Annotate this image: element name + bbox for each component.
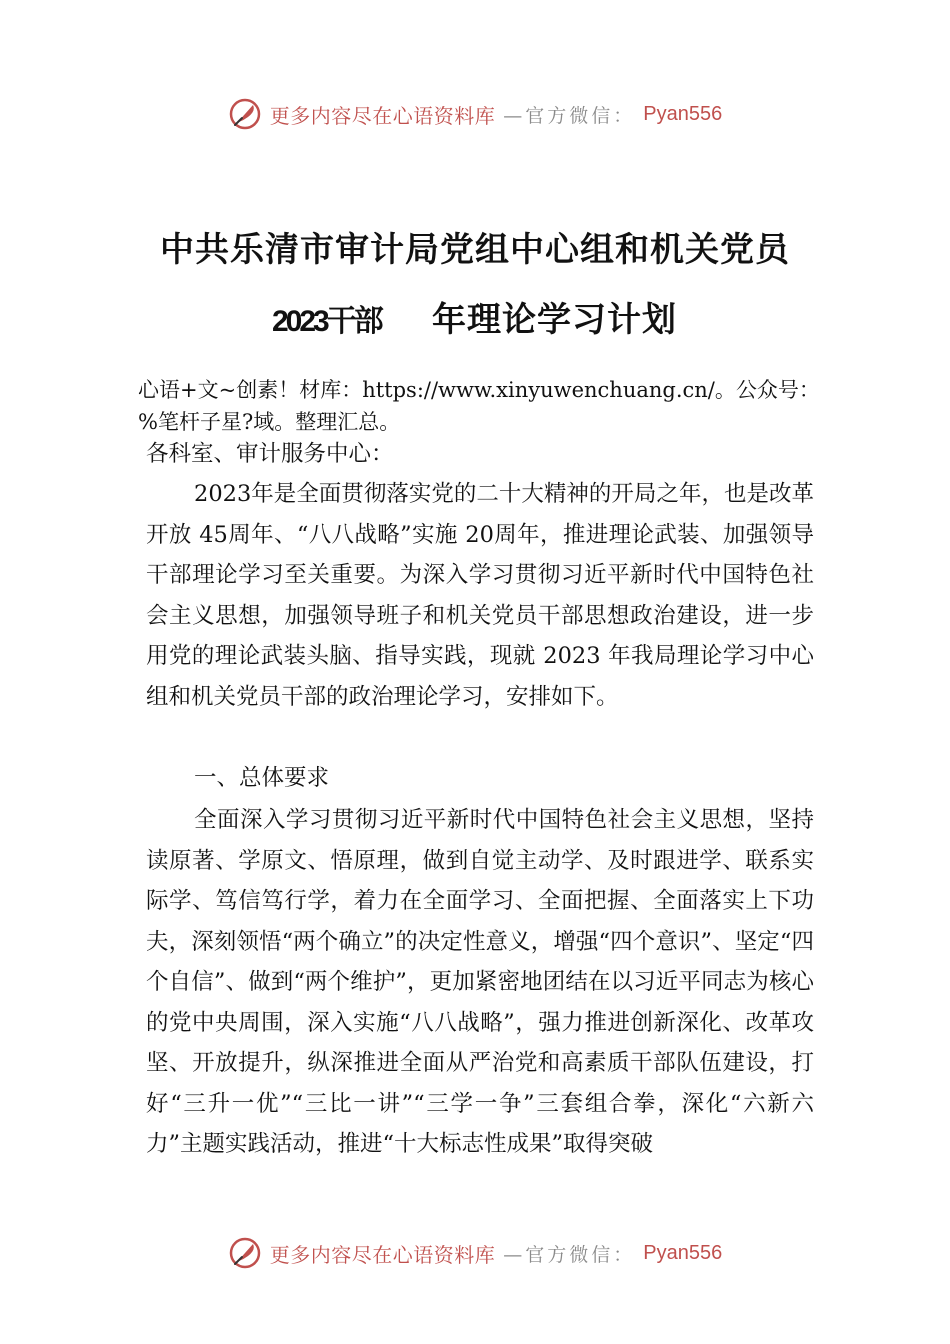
salutation: 各科室、审计服务中心： bbox=[146, 441, 394, 467]
watermark-footer bbox=[0, 1233, 950, 1273]
watermark-wechat-id: Pyan556 bbox=[643, 102, 723, 125]
paragraph-intro: 2023年是全面贯彻落实党的二十大精神的开局之年，也是改革开放 45周年、“八八战略”实施 20周年，推进理论武装、加强领导干部理论学习至关重要。为深入学习贯彻习近平新时代中国特色社会主义思想，加强领导班子和机关党员干部思想政治建设，进一步用党的理论武装头脑、指导实践，现就 2023 年我局理论学习中心组和机关党员干部的政治理论学习，安排如下。 bbox=[146, 481, 814, 710]
watermark-label: —官方微信： bbox=[503, 1243, 636, 1266]
watermark-wechat-id: Pyan556 bbox=[643, 1241, 723, 1264]
section-heading-overall-requirements: 一、总体要求 bbox=[194, 765, 330, 791]
paragraph-overall-requirements: 全面深入学习贯彻习近平新时代中国特色社会主义思想，坚持读原著、学原文、悟原理，做到自觉主动学、及时跟进学、联系实际学、笃信笃行学，着力在全面学习、全面把握、全面落实上下功夫，深刻领悟“两个确立”的决定性意义，增强“四个意识”、坚定“四个自信”、做到“两个维护”，更加紧密地团结在以习近平同志为核心的党中央周围，深入实施“八八战略”，强力推进创新深化、改革攻坚、开放提升，纵深推进全面从严治党和高素质干部队伍建设，打好“三升一优”“三比一讲”“三学一争”三套组合拳，深化“六新六力”主题实践活动，推进“十大标志性成果”取得突破 bbox=[146, 807, 814, 1157]
source-note: 心语+文~创素！材库：https://www.xinyuwenchuang.cn/。公众号：%笔杆子星?域。整理汇总。 bbox=[138, 378, 820, 434]
feather-pen-logo-icon bbox=[228, 97, 262, 131]
watermark-label: —官方微信： bbox=[503, 104, 636, 127]
document-title-year-overlap: 2023干部 bbox=[272, 305, 381, 338]
watermark-text: 更多内容尽在心语资料库 bbox=[269, 103, 496, 128]
document-title-line2: 年理论学习计划 bbox=[432, 300, 677, 340]
feather-pen-logo-icon bbox=[228, 1236, 262, 1270]
watermark-text: 更多内容尽在心语资料库 bbox=[269, 1242, 496, 1267]
watermark-header bbox=[0, 94, 950, 134]
document-title-line1: 中共乐清市审计局党组中心组和机关党员 bbox=[160, 230, 790, 270]
